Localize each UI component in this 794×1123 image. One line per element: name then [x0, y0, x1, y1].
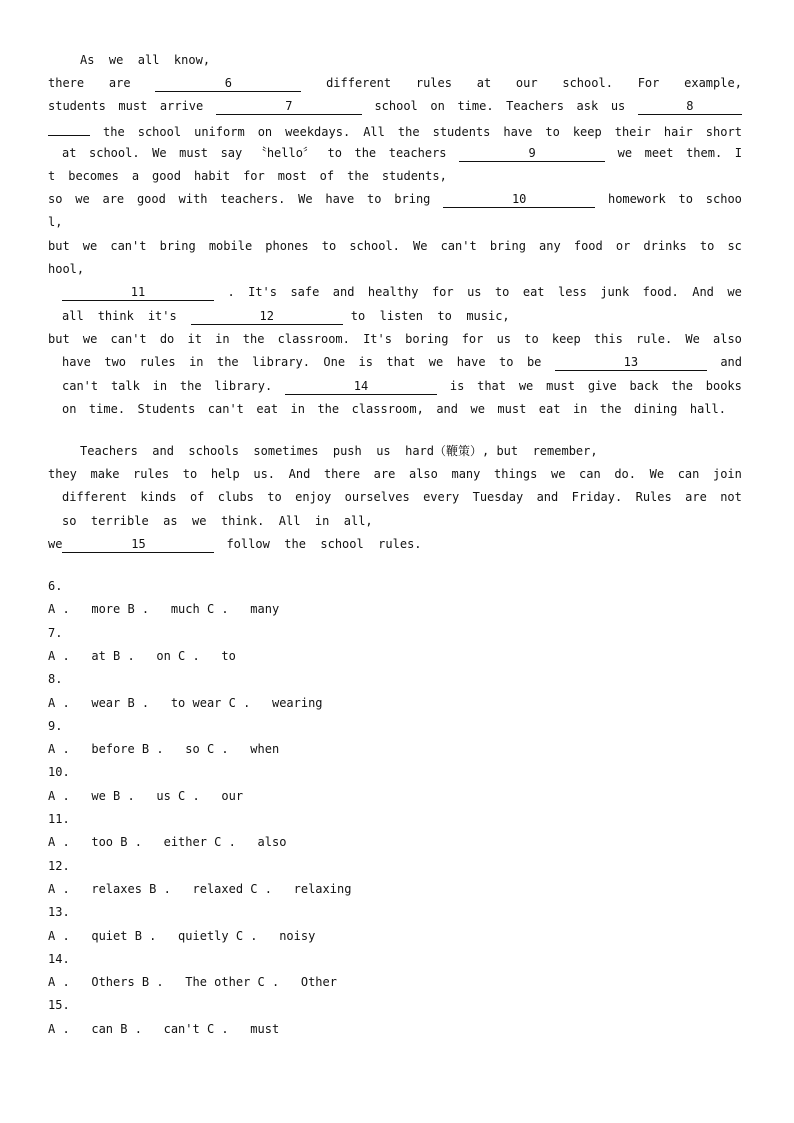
word: We — [649, 467, 665, 481]
word: clubs — [217, 490, 254, 504]
passage-line — [62, 510, 462, 533]
word: the — [397, 125, 420, 139]
word: school. — [349, 239, 400, 253]
word: this — [593, 332, 623, 346]
word: drinks — [643, 239, 687, 253]
blank-15[interactable]: 15 — [62, 536, 214, 553]
passage-line — [62, 142, 742, 165]
word: to — [499, 355, 514, 369]
passage-line — [48, 463, 742, 486]
word: Rules — [635, 490, 672, 504]
text: we — [48, 537, 63, 551]
blank-10[interactable]: 10 — [443, 191, 595, 208]
word: the — [671, 379, 693, 393]
word: do. — [614, 467, 637, 481]
word: we — [617, 146, 633, 160]
question-number: 9. — [48, 718, 63, 733]
word: so — [48, 192, 63, 206]
answer-options[interactable]: A . at B . on C . to — [48, 648, 236, 663]
blank-8-continued[interactable] — [48, 119, 90, 136]
word: ourselves — [344, 490, 410, 504]
word: and — [436, 402, 459, 416]
word: hall. — [689, 402, 726, 416]
question-number: 6. — [48, 579, 63, 593]
word: rules — [415, 76, 452, 90]
word: the — [216, 355, 239, 369]
word: to — [494, 285, 510, 299]
word: have — [62, 355, 91, 369]
word: to — [327, 146, 342, 160]
blank-8[interactable]: 8 — [638, 98, 742, 115]
words — [48, 169, 447, 183]
word: say — [220, 146, 243, 160]
word: that — [386, 355, 416, 369]
word: and — [720, 355, 742, 369]
word: Teachers — [506, 99, 564, 113]
word: students — [432, 125, 491, 139]
word: have — [503, 125, 533, 139]
word: for — [243, 169, 265, 183]
word: good — [152, 169, 181, 183]
word: rule. — [636, 332, 673, 346]
word: must — [118, 99, 148, 113]
word: can't — [110, 332, 147, 346]
word: can't — [207, 402, 244, 416]
word: library. — [214, 379, 273, 393]
word: For — [637, 76, 660, 90]
word: or — [615, 239, 631, 253]
word: there — [48, 76, 85, 90]
question-number: 14. — [48, 951, 70, 966]
word: hair — [663, 125, 693, 139]
word: rules — [139, 355, 176, 369]
word: homework — [607, 192, 666, 206]
word: is — [449, 379, 465, 393]
word: in — [290, 402, 305, 416]
passage-line — [48, 165, 448, 188]
word: many — [451, 467, 481, 481]
word: bring — [489, 239, 526, 253]
word: library. — [252, 355, 310, 369]
word: also — [408, 467, 438, 481]
word: in — [215, 332, 230, 346]
word: join — [712, 467, 742, 481]
word: can't — [62, 379, 99, 393]
word: Tuesday — [472, 490, 524, 504]
word: ask — [576, 99, 599, 113]
passage-line — [62, 375, 742, 398]
word: can't — [440, 239, 477, 253]
answer-options[interactable]: A . we B . us C . our — [48, 788, 244, 803]
text: hool, — [48, 262, 85, 276]
word: the — [354, 146, 377, 160]
passage-line — [48, 533, 742, 556]
word: must — [546, 379, 575, 393]
word: have — [456, 355, 486, 369]
word: help — [210, 467, 240, 481]
word: a — [131, 169, 140, 183]
word: to — [524, 332, 539, 346]
blank-12[interactable]: 12 — [191, 308, 343, 325]
word: good — [136, 192, 166, 206]
word: the — [103, 125, 125, 139]
answer-options[interactable]: A . too B . either C . also — [48, 835, 287, 850]
text: to listen to music, — [350, 309, 510, 323]
word: at — [476, 76, 492, 90]
word: we — [470, 402, 485, 416]
answer-options[interactable]: A . relaxes B . relaxed C . relaxing — [48, 881, 352, 896]
word: us — [467, 285, 482, 299]
word: in — [189, 355, 204, 369]
word: to — [367, 192, 382, 206]
word: eat — [538, 402, 561, 416]
word: are — [108, 76, 131, 90]
passage-line — [80, 440, 600, 463]
word: we — [428, 355, 444, 369]
word: the — [599, 402, 622, 416]
word: bring — [394, 192, 431, 206]
word: students — [48, 99, 106, 113]
word: classroom, — [351, 402, 424, 416]
passage-line — [48, 211, 742, 234]
word: It's — [248, 285, 278, 299]
word: on — [257, 125, 273, 139]
word: It's — [363, 332, 392, 346]
word: classroom. — [277, 332, 350, 346]
word: Friday. — [571, 490, 623, 504]
word: on — [62, 402, 77, 416]
word: the — [317, 402, 340, 416]
paragraph-1-opening: As we all know, — [80, 53, 211, 67]
word: school. — [89, 146, 140, 160]
word: becomes — [68, 169, 119, 183]
word: bring — [159, 239, 196, 253]
passage-line — [80, 49, 380, 72]
word: and — [536, 490, 559, 504]
word: 〝hello〞 — [254, 146, 315, 160]
word: teachers. — [220, 192, 286, 206]
word: us — [610, 99, 626, 113]
blank-13[interactable]: 13 — [555, 354, 707, 371]
word: is — [358, 355, 373, 369]
answer-options[interactable]: A . more B . much C . many — [48, 602, 280, 617]
word: We — [413, 239, 428, 253]
word: keep — [572, 125, 602, 139]
word: we — [727, 285, 742, 299]
blank-7[interactable]: 7 — [216, 98, 362, 115]
word: are — [102, 192, 125, 206]
word: time. — [457, 99, 494, 113]
word: we — [518, 379, 534, 393]
question-number: 13. — [48, 905, 70, 920]
word: boring — [405, 332, 449, 346]
word: enjoy — [295, 490, 332, 504]
word: different — [326, 76, 392, 90]
passage-line — [62, 351, 742, 374]
word: All — [363, 125, 385, 139]
word: most — [277, 169, 307, 183]
word: also — [713, 332, 742, 346]
passage-line — [48, 328, 742, 351]
word: they — [48, 467, 77, 481]
word: be — [526, 355, 542, 369]
word: And — [692, 285, 714, 299]
blank-14[interactable]: 14 — [285, 378, 437, 395]
word: at — [62, 146, 77, 160]
word: we — [82, 239, 98, 253]
word: kinds — [140, 490, 177, 504]
word: make — [90, 467, 120, 481]
word: meet — [644, 146, 674, 160]
word: I — [734, 146, 742, 160]
word: eat — [256, 402, 279, 416]
answer-options[interactable]: A . Others B . The other C . Other — [48, 975, 337, 990]
word: students, — [381, 169, 447, 183]
text: so terrible as we think. All in all, — [62, 514, 373, 528]
word: books — [705, 379, 742, 393]
word: back — [629, 379, 659, 393]
word: we — [75, 192, 90, 206]
question-number: 15. — [48, 998, 70, 1013]
passage-line — [62, 281, 742, 304]
word: for — [431, 285, 454, 299]
word: things — [494, 467, 538, 481]
word: are — [373, 467, 396, 481]
word: healthy — [367, 285, 419, 299]
word: there — [323, 467, 361, 481]
word: not — [720, 490, 742, 504]
word: . — [227, 285, 235, 299]
word: We — [685, 332, 700, 346]
word: have — [325, 192, 355, 206]
word: for — [461, 332, 484, 346]
word: do — [159, 332, 175, 346]
word: less — [557, 285, 587, 299]
question-number: 10. — [48, 765, 70, 780]
word: every — [423, 490, 460, 504]
word: One — [323, 355, 346, 369]
passage-line — [62, 305, 742, 328]
word: to — [678, 192, 693, 206]
word: safe — [290, 285, 320, 299]
word: but — [48, 239, 70, 253]
passage-line — [48, 95, 742, 118]
word: to — [267, 490, 282, 504]
word: to — [699, 239, 715, 253]
passage-line — [48, 72, 742, 95]
word: keep — [551, 332, 581, 346]
question-number: 11. — [48, 812, 70, 826]
blank-6[interactable]: 6 — [155, 75, 301, 92]
word: example, — [684, 76, 742, 90]
word: can — [677, 467, 700, 481]
word: to — [182, 467, 198, 481]
word: the — [347, 169, 369, 183]
word: schoo — [705, 192, 742, 206]
word: the — [242, 332, 265, 346]
word: give — [587, 379, 617, 393]
paragraph-2-opening: Teachers and schools sometimes push us hard（鞭策）, but remember, — [80, 444, 598, 458]
word: our — [515, 76, 538, 90]
question-number: 7. — [48, 625, 63, 640]
word: t — [48, 169, 56, 183]
blank-9[interactable]: 9 — [459, 145, 605, 162]
word: Students — [137, 402, 196, 416]
word: can — [579, 467, 601, 481]
word: mobile — [208, 239, 253, 253]
word: eat — [522, 285, 545, 299]
word: school — [137, 125, 182, 139]
word: two — [104, 355, 127, 369]
word: dining — [634, 402, 678, 416]
word: habit — [193, 169, 231, 183]
answer-options[interactable]: A . before B . so C . when — [48, 742, 280, 757]
question-number: 12. — [48, 858, 70, 873]
word: time. — [88, 402, 126, 416]
word: weekdays. — [285, 125, 351, 139]
word: and — [332, 285, 355, 299]
word: it — [187, 332, 202, 346]
word: food — [573, 239, 603, 253]
word: to — [545, 125, 560, 139]
word: short — [705, 125, 742, 139]
word: any — [539, 239, 561, 253]
word: junk — [600, 285, 630, 299]
word: to — [321, 239, 337, 253]
word: we — [82, 332, 98, 346]
word: teachers — [388, 146, 447, 160]
word: the — [179, 379, 202, 393]
word: that — [477, 379, 507, 393]
word: rules — [133, 467, 170, 481]
text: l, — [48, 215, 63, 229]
answer-options[interactable]: A . quiet B . quietly C . noisy — [48, 928, 316, 943]
word: all — [62, 309, 84, 323]
passage-line — [48, 235, 742, 258]
word: us. — [253, 467, 276, 481]
word: on — [430, 99, 445, 113]
word: think — [97, 309, 134, 323]
word: sc — [727, 239, 742, 253]
word: in — [572, 402, 588, 416]
word: can't — [110, 239, 147, 253]
word: food. — [642, 285, 679, 299]
word: And — [288, 467, 311, 481]
word: are — [685, 490, 707, 504]
word: uniform — [194, 125, 245, 139]
word: them. — [686, 146, 723, 160]
passage-line — [48, 119, 742, 142]
answer-options[interactable]: A . can B . can't C . must — [48, 1021, 280, 1036]
word: school — [374, 99, 418, 113]
word: talk — [110, 379, 140, 393]
passage-line — [48, 258, 742, 281]
question-number: 8. — [48, 672, 63, 687]
word: we — [550, 467, 566, 481]
passage-line — [48, 188, 742, 211]
passage-line — [62, 486, 742, 509]
word: their — [614, 125, 651, 139]
word: but — [48, 332, 70, 346]
word: must — [497, 402, 527, 416]
word: phones — [265, 239, 309, 253]
word: We — [152, 146, 167, 160]
word: us — [496, 332, 512, 346]
word: it's — [147, 309, 177, 323]
word: with — [178, 192, 208, 206]
word: of — [319, 169, 335, 183]
answer-options[interactable]: A . wear B . to wear C . wearing — [48, 695, 323, 710]
blank-11[interactable]: 11 — [62, 284, 214, 301]
text: follow the school rules. — [226, 537, 422, 551]
word: school. — [562, 76, 613, 90]
word: We — [298, 192, 313, 206]
passage-line — [62, 398, 726, 421]
word: arrive — [159, 99, 204, 113]
words — [62, 309, 177, 323]
word: in — [152, 379, 168, 393]
word: different — [62, 490, 128, 504]
word: must — [179, 146, 209, 160]
word: of — [189, 490, 205, 504]
